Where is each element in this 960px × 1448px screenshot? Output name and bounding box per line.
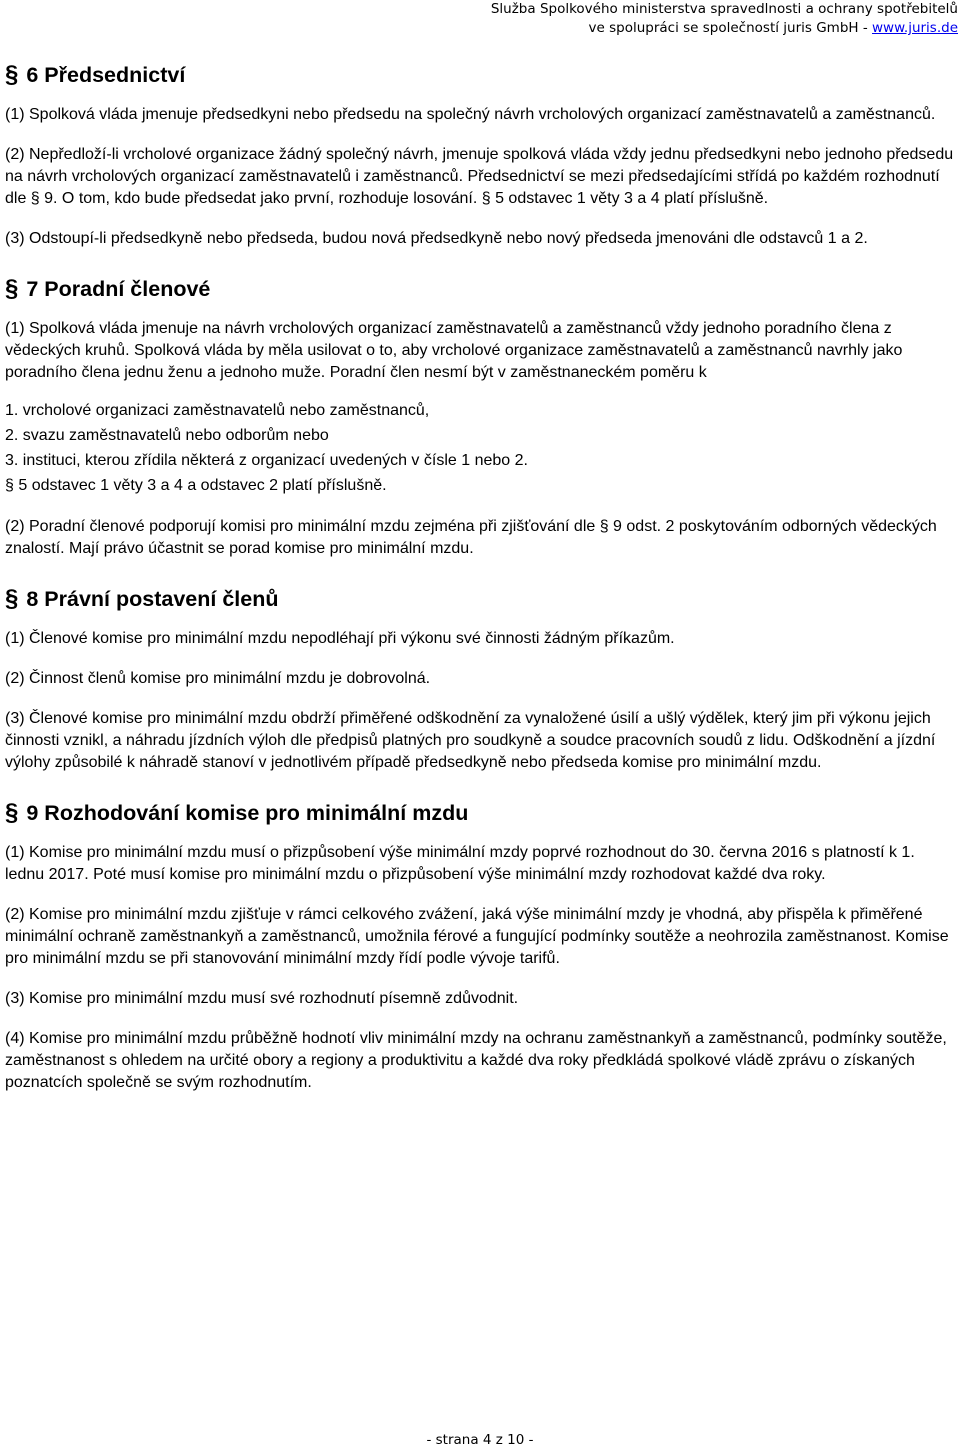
page-header xyxy=(491,0,958,38)
section-7-list xyxy=(5,398,957,498)
section-8-heading xyxy=(5,586,957,612)
section-6-paragraph-2: (2) Nepředloží-li vrcholové organizace žádný společný návrh, jmenuje spolková vláda vždy jednu předsedkyni nebo jednoho předsedu na návrh vrcholových organizací zaměstnavatelů i zaměstnanců. Předsednictví se mezi předsedajícími střídá po každém rozhodnutí dle § 9. O tom, kdo bude předsedat jako první, rozhoduje losování. § 5 odstavec 1 věty 3 a 4 platí příslušně. xyxy=(5,146,954,207)
section-9-paragraph-4: (4) Komise pro minimální mzdu průběžně hodnotí vliv minimální mzdy na ochranu zaměstnankyň a zaměstnanců, podmínky soutěže, zaměstnanost s ohledem na určité obory a regiony a produktivitu a každé dva roky předkládá spolkové vládě zprávu o získaných poznatcích společně se svým rozhodnutím. xyxy=(5,1030,947,1091)
section-7-heading xyxy=(5,276,957,302)
section-9-paragraph-1: (1) Komise pro minimální mzdu musí o přizpůsobení výše minimální mzdy poprvé rozhodnout do 30. června 2016 s platností k 1. lednu 2017. Poté musí komise pro minimální mzdu o přizpůsobení výše minimální mzdy rozhodovat každé dva roky. xyxy=(5,844,915,883)
section-8-paragraph-1: (1) Členové komise pro minimální mzdu nepodléhají při výkonu své činnosti žádným příkazům. xyxy=(5,630,675,647)
section-9-paragraph-2: (2) Komise pro minimální mzdu zjišťuje v rámci celkového zvážení, jaká výše minimální mzdy je vhodná, aby přispěla k přiměřené minimální ochraně zaměstnankyň a zaměstnanců, umožnila férové a fungující podmínky soutěže a neohrozila zaměstnanost. Komise pro minimální mzdu se při stanovování minimální mzdy řídí podle vývoje tarifů. xyxy=(5,906,949,967)
list-item: 3. instituci, kterou zřídila některá z organizací uvedených v čísle 1 nebo 2. xyxy=(5,452,528,469)
section-9-title: 9 Rozhodování komise pro minimální mzdu xyxy=(26,801,469,825)
section-symbol: § xyxy=(5,585,19,612)
list-item: 2. svazu zaměstnavatelů nebo odborům nebo xyxy=(5,427,329,444)
header-service-line: Služba Spolkového ministerstva spravedlnosti a ochrany spotřebitelů xyxy=(490,1,958,17)
section-7-after-list: § 5 odstavec 1 věty 3 a 4 a odstavec 2 platí příslušně. xyxy=(5,477,387,494)
header-cooperation-line xyxy=(491,19,958,38)
header-cooperation-text: ve spolupráci se společností juris GmbH - xyxy=(588,20,873,36)
section-7-paragraph-1: (1) Spolková vláda jmenuje na návrh vrcholových organizací zaměstnavatelů a zaměstnanců vždy jednoho poradního člena z vědeckých kruhů. Spolková vláda by měla usilovat o to, aby vrcholové organizace zaměstnavatelů a zaměstnanců navrhly jako poradního člena jednu ženu a jednoho muže. Poradní člen nesmí být v zaměstnaneckém poměru k xyxy=(5,320,903,381)
section-6-paragraph-3: (3) Odstoupí-li předsedkyně nebo předseda, budou nová předsedkyně nebo nový předseda jmenováni dle odstavců 1 a 2. xyxy=(5,230,868,247)
section-7-paragraph-2: (2) Poradní členové podporují komisi pro minimální mzdu zejména při zjišťování dle § 9 odst. 2 poskytováním odborných vědeckých znalostí. Mají právo účastnit se porad komise pro minimální mzdu. xyxy=(5,518,937,557)
list-item: 1. vrcholové organizaci zaměstnavatelů nebo zaměstnanců, xyxy=(5,402,430,419)
section-8-paragraph-3: (3) Členové komise pro minimální mzdu obdrží přiměřené odškodnění za vynaložené úsilí a ušlý výdělek, který jim při výkonu jejich činnosti vznikl, a náhradu jízdních výloh dle předpisů platných pro soudkyně a soudce pracovních soudů z lidu. Odškodnění a jízdní výlohy způsobilé k náhradě stanoví v jednotlivém případě předsedkyně nebo předseda komise pro minimální mzdu. xyxy=(5,710,936,771)
section-8-paragraph-2: (2) Činnost členů komise pro minimální mzdu je dobrovolná. xyxy=(5,670,431,687)
section-6-paragraph-1: (1) Spolková vláda jmenuje předsedkyni nebo předsedu na společný návrh vrcholových organizací zaměstnavatelů a zaměstnanců. xyxy=(5,106,936,123)
section-7-title: 7 Poradní členové xyxy=(26,277,211,301)
section-9-paragraph-3: (3) Komise pro minimální mzdu musí své rozhodnutí písemně zdůvodnit. xyxy=(5,990,519,1007)
section-8-title: 8 Právní postavení členů xyxy=(26,587,279,611)
section-6-heading xyxy=(5,62,957,88)
section-symbol: § xyxy=(5,61,19,88)
page-number: - strana 4 z 10 - xyxy=(426,1432,534,1448)
section-symbol: § xyxy=(5,275,19,302)
juris-link[interactable]: www.juris.de xyxy=(872,20,958,36)
section-9-heading xyxy=(5,800,957,826)
document-body xyxy=(5,62,957,1094)
section-6-title: 6 Předsednictví xyxy=(26,63,186,87)
section-symbol: § xyxy=(5,799,19,826)
